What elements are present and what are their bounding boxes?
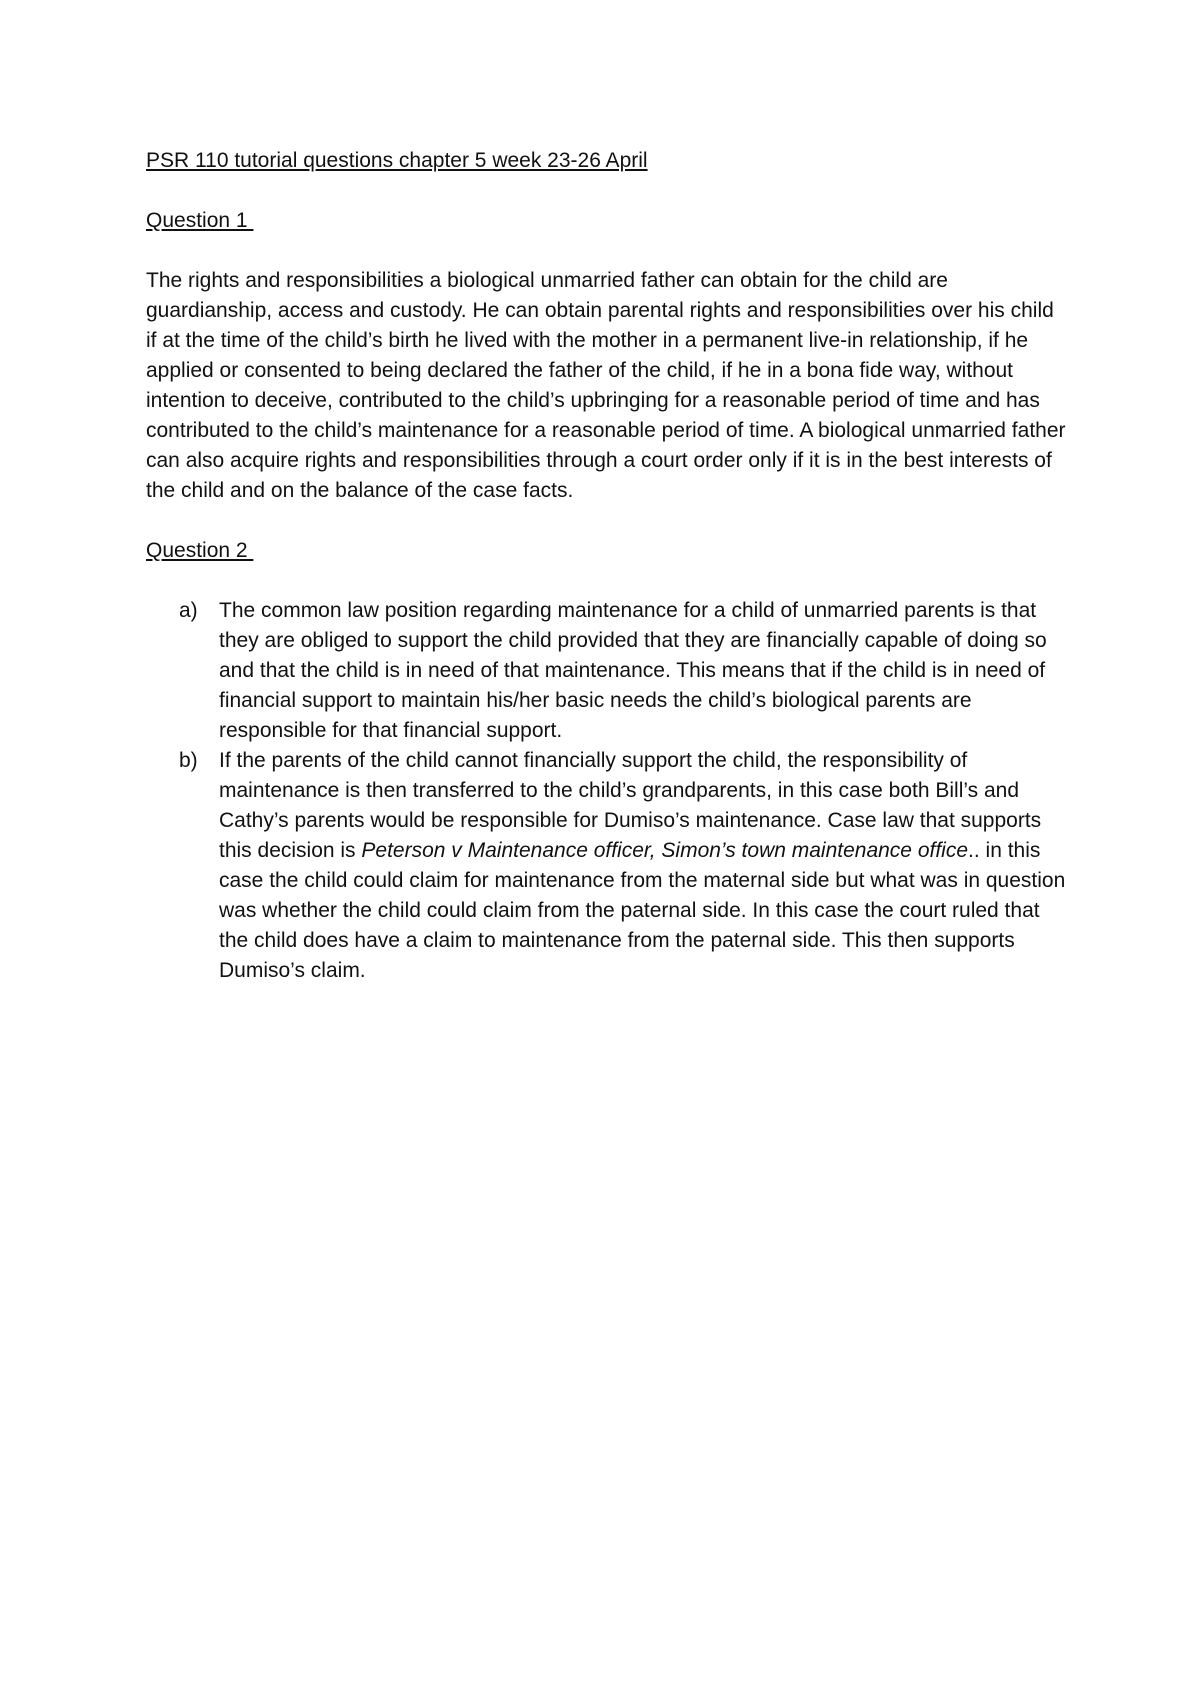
document-page [146,146,1066,986]
case-citation: Peterson v Maintenance officer, Simon’s town maintenance office [361,839,969,862]
list-item-b [146,746,1066,986]
list-marker-a: a) [179,599,198,622]
list-marker-b: b) [179,749,198,772]
question-1-answer: The rights and responsibilities a biological unmarried father can obtain for the child are guardianship, access and custody. He can obtain parental rights and responsibilities over his child if at the time of the child’s birth he lived with the mother in a permanent live-in relationship, if he applied or consented to being declared the father of the child, if he in a bona fide way, without intention to deceive, contributed to the child’s upbringing for a reasonable period of time and has contributed to the child’s maintenance for a reasonable period of time. A biological unmarried father can also acquire rights and responsibilities through a court order only if it is in the best interests of the child and on the balance of the case facts. [146,269,1066,502]
question-1-heading: Question 1 [146,209,254,232]
list-item-b-text-before: If the parents of the child cannot financially support the child, the responsibility of maintenance is then transferred to the child’s grandparents, in this case both Bill’s and Cathy’s parents would be responsible for Dumiso’s maintenance. Case law that supports this decision is [219,749,1042,862]
question-2-answer-list [146,596,1066,986]
list-item-b-text [219,746,1066,986]
question-2-heading: Question 2 [146,539,254,562]
document-title: PSR 110 tutorial questions chapter 5 week 23-26 April [146,149,648,172]
list-item-a [146,596,1066,746]
list-item-b-text-after: .. in this case the child could claim for maintenance from the maternal side but what was in question was whether the child could claim from the paternal side. In this case the court ruled that the child does have a claim to maintenance from the paternal side. This then supports Dumiso’s claim. [219,839,1066,982]
list-item-a-text: The common law position regarding maintenance for a child of unmarried parents is that they are obliged to support the child provided that they are financially capable of doing so and that the child is in need of that maintenance. This means that if the child is in need of financial support to maintain his/her basic needs the child’s biological parents are responsible for that financial support. [219,599,1047,742]
